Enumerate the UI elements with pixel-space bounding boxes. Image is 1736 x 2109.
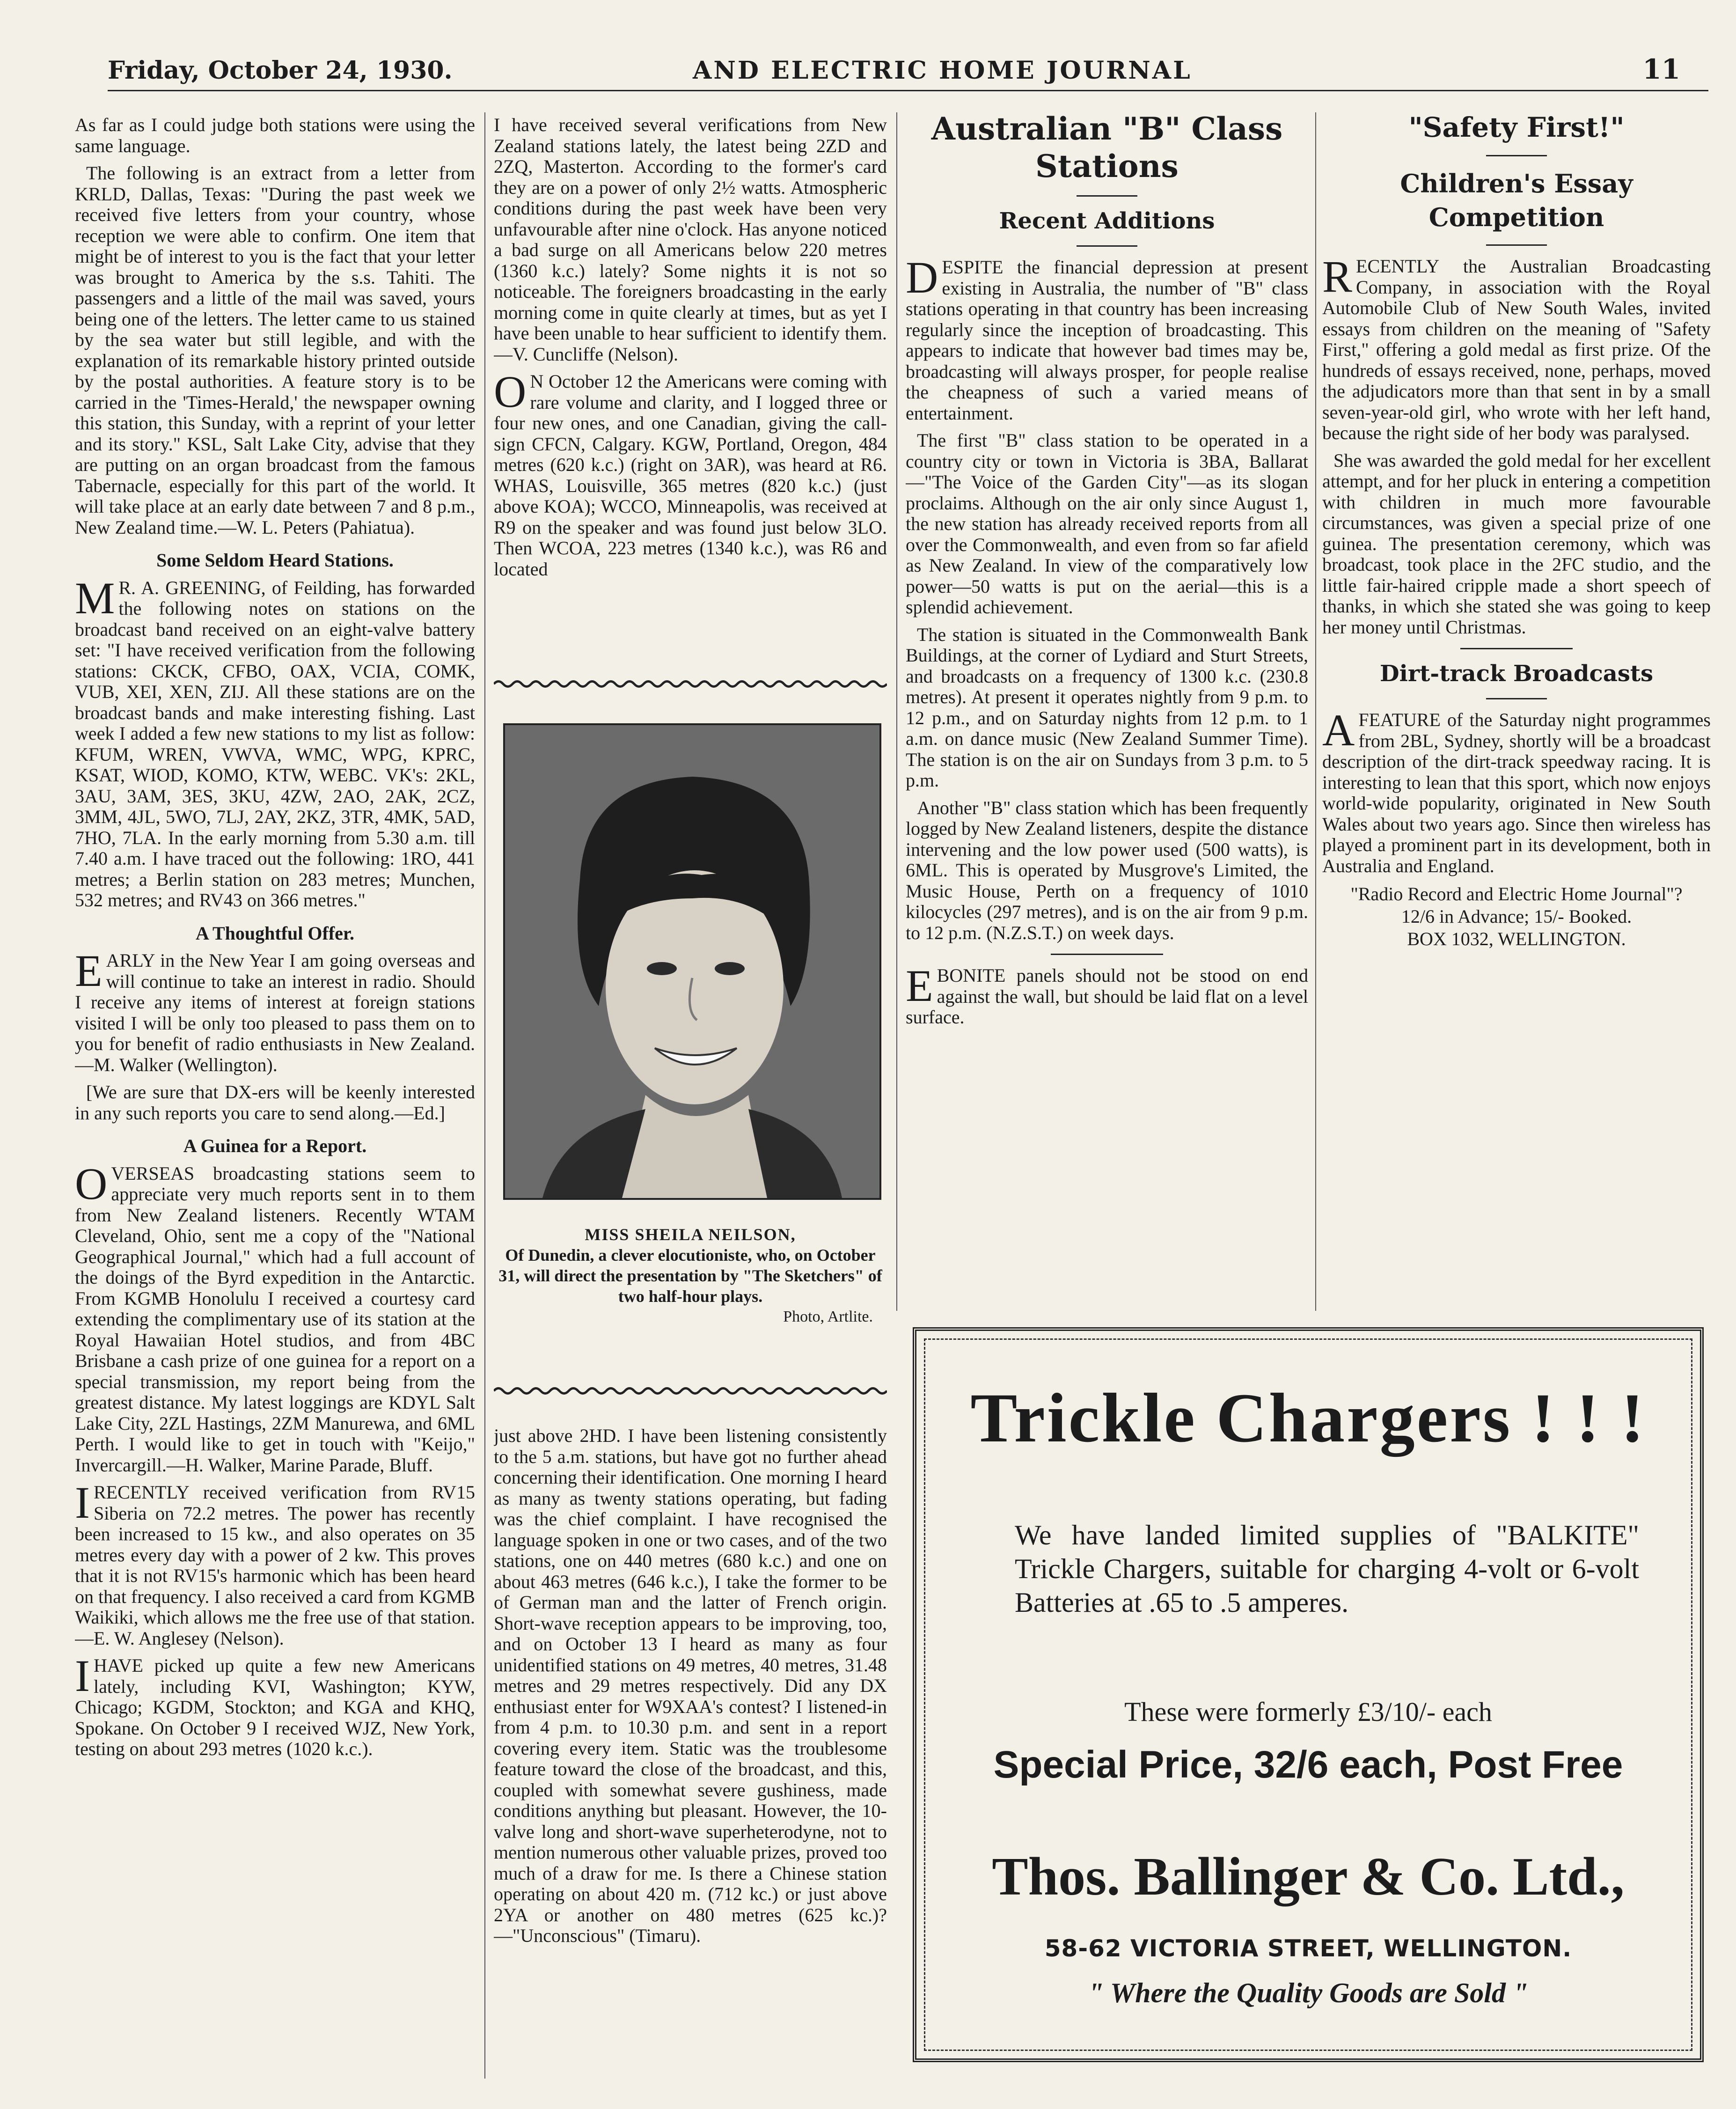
headline-rule bbox=[1077, 195, 1137, 197]
page-number: 11 bbox=[1642, 53, 1680, 85]
masthead bbox=[70, 51, 1708, 94]
drop-cap: O bbox=[75, 1158, 108, 1209]
paragraph: IRECENTLY received verification from RV15 Siberia on 72.2 metres. The power has recently been increased to 15 kw., and also operates on 35 metres every day with a power of 2 kw. This proves that it is not RV15's harmonic which has been heard on that frequency. I also received a card from KGMB Waikiki, which allows me the free use of that station.—E. W. Anglesey (Nelson). bbox=[75, 1477, 475, 1649]
ad-lead-text: We have landed limited supplies of "BALKITE" Trickle Chargers, suitable for charging 4-volt or 6-volt Batteries at .65 to .5 amperes. bbox=[1015, 1520, 1639, 1618]
paragraph: IHAVE picked up quite a few new Americans lately, including KVI, Washington; KYW, Chicago; KGDM, Stockton; and KGA and KHQ, Spokane. On October 9 I received WJZ, New York, testing on about 293 metres (1020 k.c.). bbox=[75, 1651, 475, 1759]
paragraph: RECENTLY the Australian Broadcasting Company, in association with the Royal Automobile Club of New South Wales, invited essays from children on the meaning of "Safety First," offering a gold medal as first prize. Of the hundreds of essays received, none, perhaps, moved the adjudicators more than that sent in by a small seven-year-old girl, who wrote with her left hand, because the right side of her body was paralysed. bbox=[1322, 251, 1711, 443]
section-heading: A Guinea for a Report. bbox=[183, 1135, 367, 1156]
drop-cap: I bbox=[75, 1651, 90, 1701]
paragraph: She was awarded the gold medal for her excellent attempt, and for her pluck in entering a competition with children in much more favourable circumstances, was given a special prize of one guinea. The presentation ceremony, which was broadcast, took place in the 2FC studio, and the little fair-haired cripple made a short speech of thanks, in which she stated she was going to keep her money until Christmas. bbox=[1322, 449, 1711, 638]
paragraph: Another "B" class station which has been frequently logged by New Zealand listeners, despite the distance intervening and the low power used (500 watts), is 6ML. This is operated by Musgrove's Limited, the Music House, Perth on a frequency of 1010 kilocycles (297 metres), and is on the air from 9 p.m. to 12 p.m. (N.Z.S.T.) on week days. bbox=[906, 797, 1308, 943]
portrait-image bbox=[505, 725, 879, 1198]
column-rule bbox=[896, 112, 897, 1311]
headline-rule bbox=[1486, 155, 1547, 156]
paragraph: The first "B" class station to be operated in a country city or town in Victoria is 3BA, Ballarat—"The Voice of the Garden City"—as its slogan proclaims. Although on the air only since August 1, the new station has already received reports from all over the Commonwealth, and even from so far afield as New Zealand. In view of the comparatively low power—50 watts is put on the aerial—this is a splendid achievement. bbox=[906, 430, 1308, 617]
journal-title: AND ELECTRIC HOME JOURNAL bbox=[693, 56, 1192, 85]
paragraph: I have received several verifications from New Zealand stations lately, the latest being 2ZD and 2ZQ, Masterton. According to the former's card they are on a power of only 2½ watts. Atmospheric conditions during the past week have been very unfavourable after nine o'clock. Has anyone noticed a bad surge on all Americans below 220 metres (1360 k.c.) lately? Some nights it is not so noticeable. The foreigners broadcasting in the early morning come in quite clearly at times, but as yet I have been unable to hear sufficient to identify them. —V. Cuncliffe (Nelson). bbox=[494, 115, 887, 365]
subscription-notice bbox=[1322, 883, 1711, 950]
ad-headline: Trickle Chargers ! ! ! bbox=[970, 1379, 1646, 1457]
headline-rule bbox=[1486, 698, 1547, 699]
portrait-photo bbox=[503, 723, 881, 1200]
caption-name: MISS SHEILA NEILSON, bbox=[585, 1225, 796, 1244]
paragraph: EBONITE panels should not be stood on end against the wall, but should be laid flat on a level surface. bbox=[906, 961, 1308, 1028]
drop-cap: R bbox=[1322, 251, 1353, 301]
photo-caption bbox=[494, 1224, 887, 1327]
ad-former-price: These were formerly £3/10/- each bbox=[1124, 1697, 1492, 1727]
article-subhead: Recent Additions bbox=[999, 208, 1215, 234]
column-2-bottom bbox=[494, 1426, 887, 2081]
advertisement bbox=[913, 1327, 1704, 2062]
section-heading: A Thoughtful Offer. bbox=[196, 922, 354, 944]
masthead-rule bbox=[108, 90, 1708, 91]
paragraph: OVERSEAS broadcasting stations seem to appreciate very much reports sent in to them from New Zealand listeners. Recently WTAM Cleveland, Ohio, sent me a copy of the "National Geographical Journal," which had a full account of the doings of the Byrd expedition in the Antarctic. From KGMB Honolulu I received a courtesy card extending the complimentary use of its station at the Royal Hawaiian Hotel studios, and from 4BC Brisbane a cash prize of one guinea for a report on a special transmission, my report being from the greatest distance. My latest loggings are KDYL Salt Lake City, 2ZL Hastings, 2ZM Manurewa, and 6ML Perth. I would like to get in touch with "Keijo," Invercargill.—H. Walker, Marine Parade, Bluff. bbox=[75, 1158, 475, 1476]
drop-cap: I bbox=[75, 1477, 90, 1528]
ad-address: 58-62 VICTORIA STREET, WELLINGTON. bbox=[1044, 1935, 1572, 1962]
paragraph: The following is an extract from a letter from KRLD, Dallas, Texas: "During the past week we received five letters from your country, whose reception we were able to confirm. One item that might be of interest to you is the fact that your letter was brought to America by the s.s. Tahiti. The passengers and a little of the mail was saved, yours being one of the letters. The letter came to us stained by the sea water but still legible, and with the explanation of its remarkable history printed outside by the postal authorities. A feature story is to be carried in the 'Times-Herald,' the newspaper owning this station, this Sunday, with a reprint of your letter and its story." KSL, Salt Lake City, advise that they are putting on an organ broadcast from the famous Tabernacle, especially for this part of the world. It will take place at an early date between 7 and 8 p.m., New Zealand time.—W. L. Peters (Pahiatua). bbox=[75, 162, 475, 538]
photo-credit: Photo, Artlite. bbox=[783, 1308, 873, 1325]
issue-date: Friday, October 24, 1930. bbox=[108, 56, 453, 85]
paragraph: O N October 12 the Americans were coming with rare volume and clarity, and I logged three or four new ones, and one Canadian, giving the call-sign CFCN, Calgary. KGW, Portland, Oregon, 484 metres (620 k.c.) (right on 3AR), was heard at R6. WHAS, Louisville, 365 metres (820 k.c.) (just above KOA); WCCO, Minneapolis, was received at R9 on the speaker and was found just below 3LO. Then WCOA, 223 metres (1340 k.c.), was R6 and located bbox=[494, 367, 887, 580]
drop-cap: M bbox=[75, 573, 115, 623]
editor-note: [We are sure that DX-ers will be keenly interested in any such reports you care to send along.—Ed.] bbox=[75, 1081, 475, 1124]
paragraph: DESPITE the financial depression at present existing in Australia, the number of "B" class stations operating in that country has been increasing regularly since the inception of broadcasting. This appears to indicate that however bad times may be, broadcasting will always prosper, for people realise the cheapness of such a varied means of entertainment. bbox=[906, 252, 1308, 424]
ad-firm-name: Thos. Ballinger & Co. Ltd., bbox=[992, 1847, 1625, 1907]
paragraph: The station is situated in the Commonwealth Bank Buildings, at the corner of Lydiard and Sturt Streets, and broadcasts on a frequency of 1300 k.c. (230.8 metres). At present it operates nightly from 9 p.m. to 12 p.m., and on Saturday nights from 12 p.m. to 1 a.m. on dance music (New Zealand Summer Time). The station is on the air on Sundays from 3 p.m. to 5 p.m. bbox=[906, 624, 1308, 791]
article-headline: Australian "B" Class Stations bbox=[931, 110, 1283, 184]
wavy-separator bbox=[494, 1386, 887, 1396]
drop-cap: O bbox=[494, 367, 527, 417]
section-heading: Some Seldom Heard Stations. bbox=[156, 550, 394, 571]
column-1 bbox=[75, 115, 475, 2076]
headline-rule bbox=[1486, 244, 1547, 246]
article-headline: Dirt-track Broadcasts bbox=[1379, 661, 1654, 687]
paragraph: EARLY in the New Year I am going overseas and will continue to take an interest in radio. Should I receive any items of interest at foreign stations visited I will be only too pleased to pass them on to you for benefit of radio enthusiasts in New Zealand.—M. Walker (Wellington). bbox=[75, 946, 475, 1075]
article-subhead: Children's Essay Competition bbox=[1400, 169, 1633, 232]
section-rule bbox=[1051, 954, 1163, 955]
ad-slogan: " Where the Quality Goods are Sold " bbox=[1088, 1977, 1529, 2008]
column-3 bbox=[906, 110, 1308, 1318]
wavy-separator bbox=[494, 679, 887, 689]
paragraph: AFEATURE of the Saturday night programmes from 2BL, Sydney, shortly will be a broadcast description of the dirt-track speedway racing. It is interesting to lean that this sport, which now enjoys world-wide popularity, originated in New South Wales about two years ago. Since then wireless has played a prominent part in its development, both in Australia and England. bbox=[1322, 705, 1711, 876]
caption-body: Of Dunedin, a clever elocutioniste, who, on October 31, will direct the presentation by "The Sketchers" of two half-hour plays. bbox=[498, 1246, 882, 1306]
paragraph: M R. A. GREENING, of Feilding, has forwarded the following notes on stations on the broadcast band received on an eight-valve battery set: "I have received verification from the following stations: CKCK, CFBO, OAX, VCIA, COMK, VUB, XEI, XEN, ZIJ. All these stations are on the broadcast bands and make interesting fishing. Last week I added a few new stations to my list as follow: KFUM, WREN, VWVA, WMC, WPG, KPRC, KSAT, WIOD, KOMO, KTW, WEBC. VK's: 2KL, 3AU, 3AM, 3ES, 3KU, 4ZW, 2AO, 2AK, 2CZ, 3MM, 4JL, 5WO, 7LJ, 2AY, 2KZ, 3TR, 4MK, 5AD, 7HO, 7LA. In the early morning from 5.30 a.m. till 7.40 a.m. I have traced out the following: 1RO, 441 metres; a Berlin station on 283 metres; Munchen, 532 metres; and RV43 on 366 metres." bbox=[75, 573, 475, 911]
drop-cap: E bbox=[906, 961, 933, 1011]
subs-line: "Radio Record and Electric Home Journal"? bbox=[1350, 883, 1683, 904]
column-rule bbox=[484, 112, 485, 2079]
headline-rule bbox=[1077, 245, 1137, 247]
column-2-top bbox=[494, 115, 887, 648]
drop-cap: D bbox=[906, 252, 938, 302]
paragraph: As far as I could judge both stations were using the same language. bbox=[75, 115, 475, 156]
column-4 bbox=[1322, 110, 1711, 1318]
article-headline: "Safety First!" bbox=[1408, 111, 1625, 143]
drop-cap: E bbox=[75, 946, 103, 996]
subs-line: BOX 1032, WELLINGTON. bbox=[1407, 928, 1626, 949]
drop-cap: A bbox=[1322, 705, 1355, 755]
subs-line: 12/6 in Advance; 15/- Booked. bbox=[1401, 906, 1632, 927]
column-rule bbox=[1315, 112, 1316, 1311]
paragraph: just above 2HD. I have been listening consistently to the 5 a.m. stations, but have got no further ahead concerning their identification. One morning I heard as many as twenty stations operating, but fading was the chief complaint. I have recognised the language spoken in one or two cases, and of the two stations, one on 440 metres (680 k.c.) and one on about 463 metres (646 k.c.), I take the former to be of German man and the latter of French origin. Short-wave reception appears to be improving, too, and on October 13 I heard as many as four unidentified stations on 49 metres, 40 metres, 31.48 metres and 29 metres respectively. Did any DX enthusiast enter for W9XAA's contest? I listened-in from 4 p.m. to 10.30 p.m. and sent in a report covering every item. Static was the troublesome feature toward the close of the broadcast, and this, coupled with somewhat severe gushiness, made conditions anything but pleasant. However, the 10-valve long and short-wave superheterodyne, not to mention numerous other valuable prizes, proved too much of a draw for me. Is there a Chinese station operating on about 420 m. (712 kc.) or just above 2YA or another on 480 metres (625 kc.)?—"Unconscious" (Timaru). bbox=[494, 1426, 887, 1946]
section-rule bbox=[1460, 648, 1573, 649]
ad-special-price: Special Price, 32/6 each, Post Free bbox=[993, 1743, 1623, 1786]
